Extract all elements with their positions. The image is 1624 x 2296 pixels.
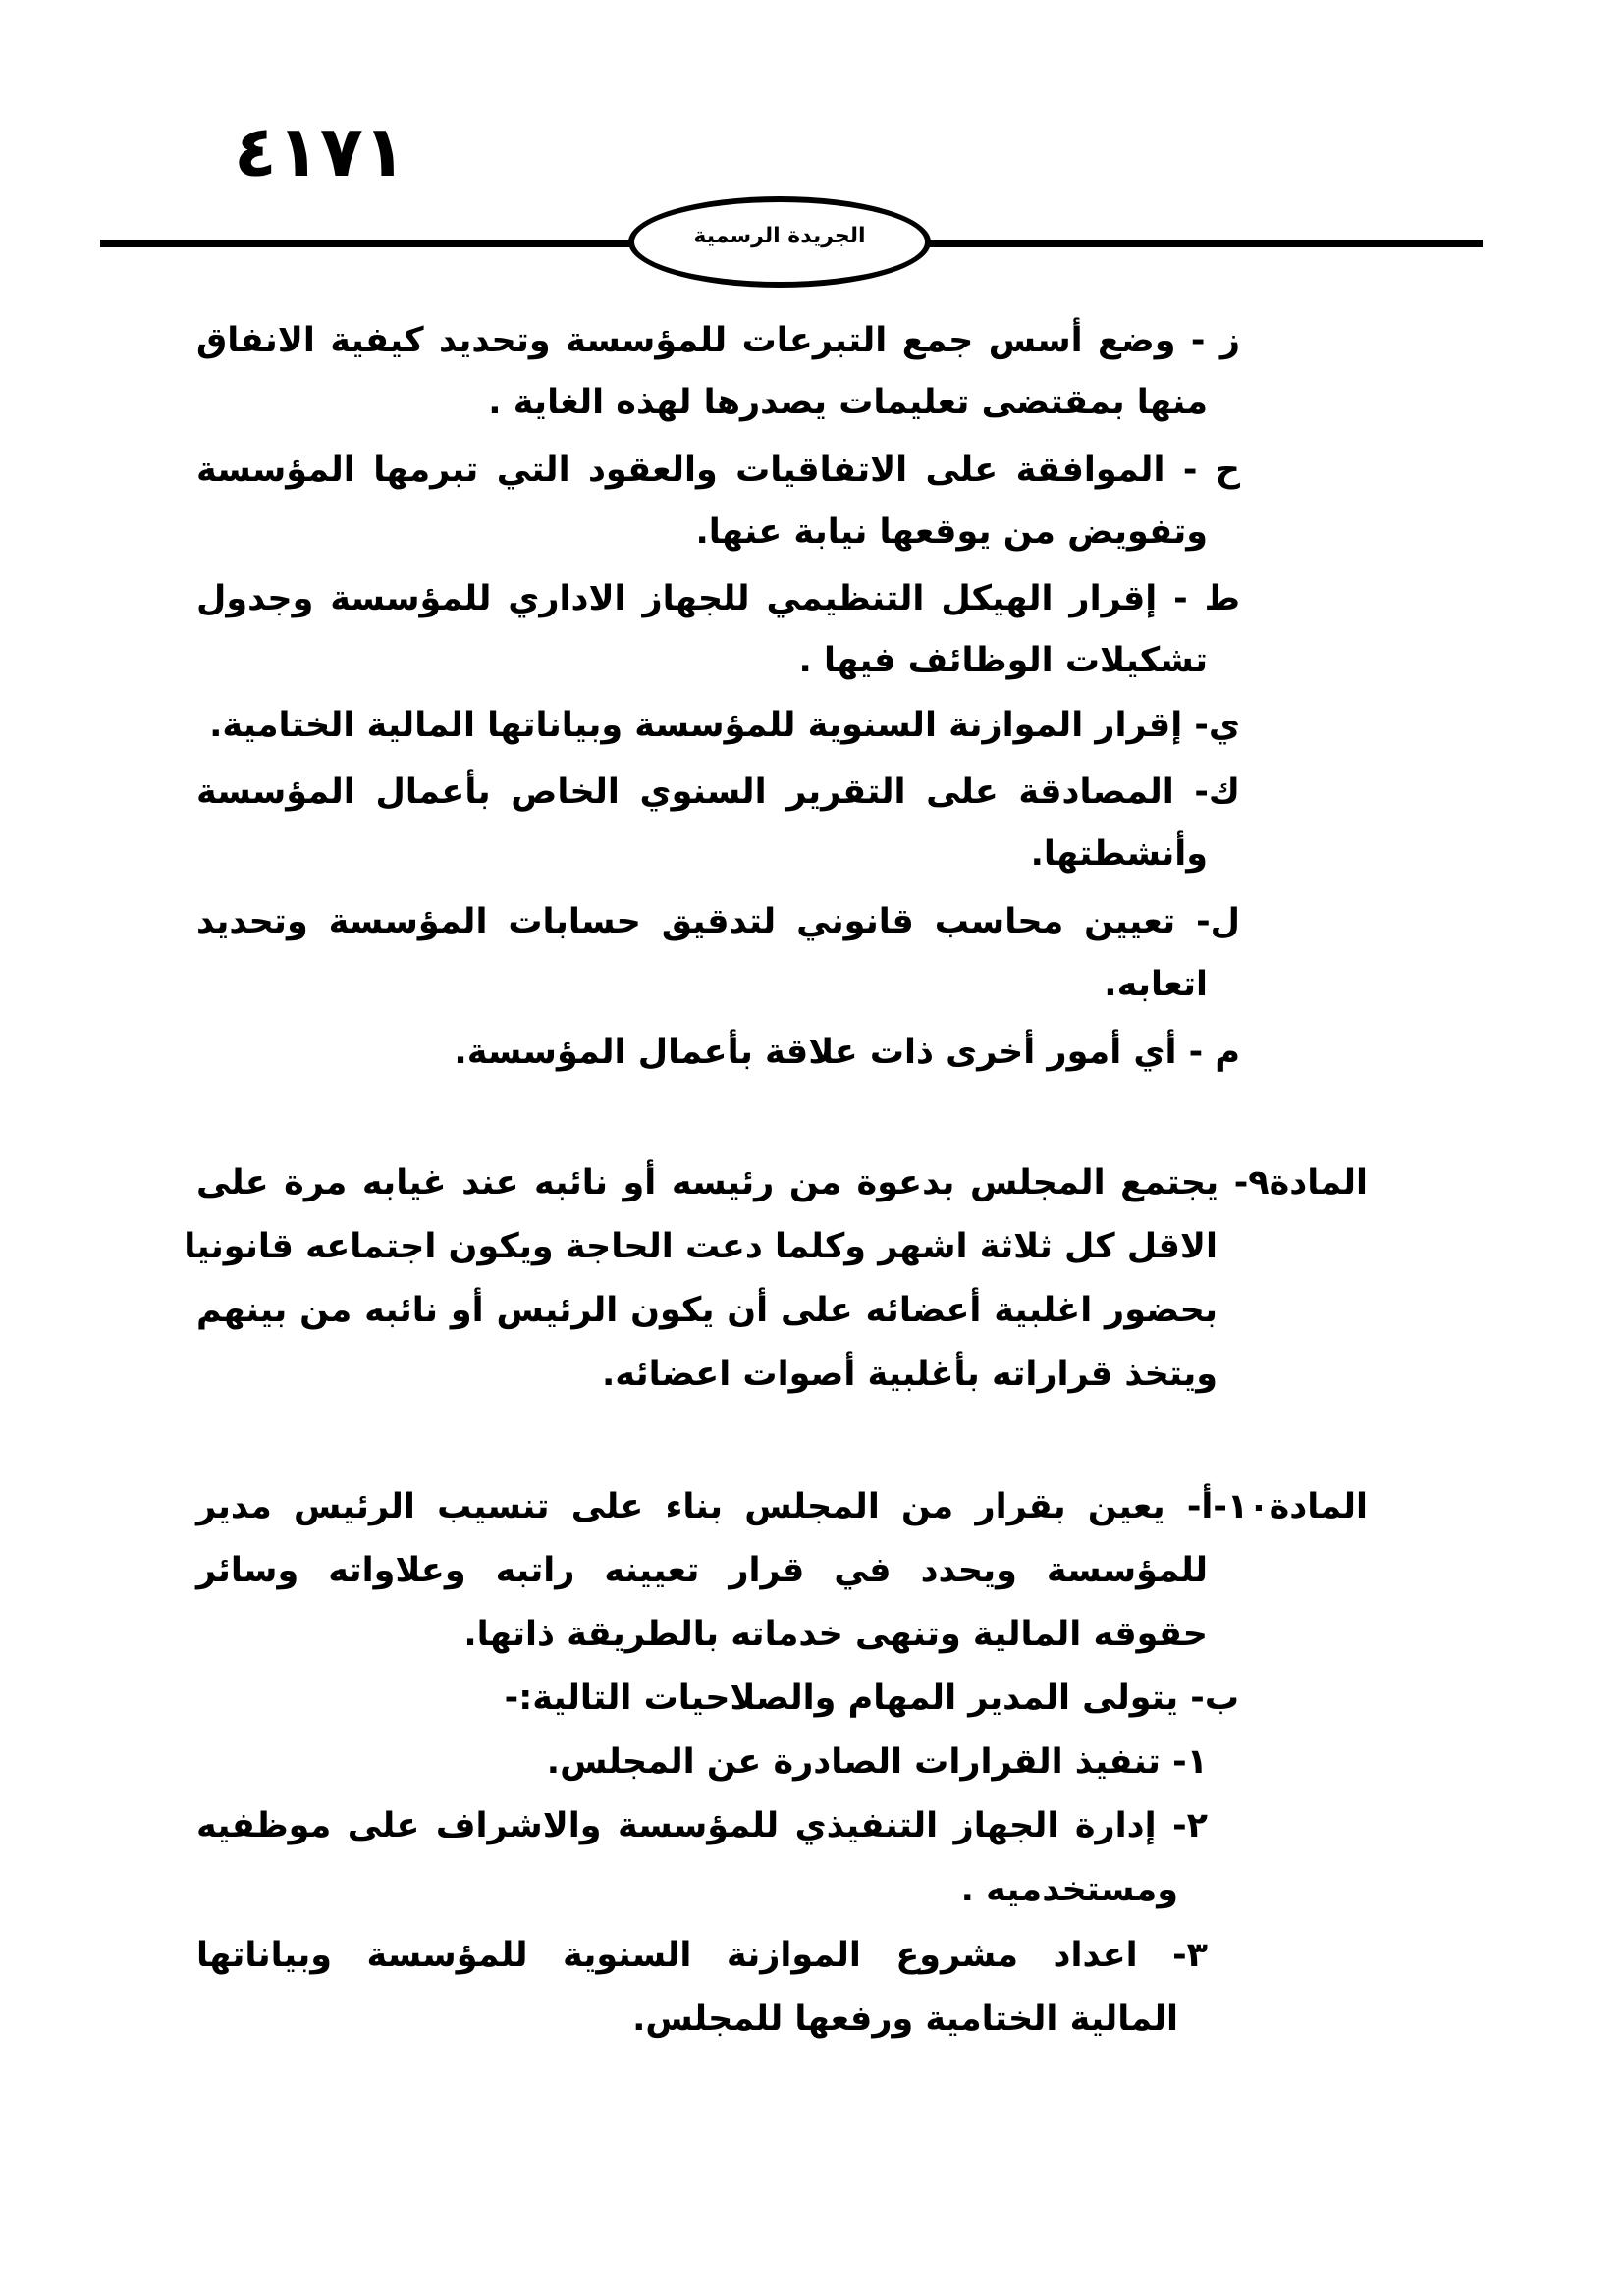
article-10-line-3: حقوقه المالية وتنهى خدماته بالطريقة ذاتها.: [463, 1615, 1208, 1654]
item-kaf-line-2: وأنشطتها.: [1030, 834, 1208, 874]
article-10-item-2-line-2: ومستخدميه .: [960, 1870, 1178, 1909]
article-9-line-4: ويتخذ قراراته بأغلبية أصوات اعضائه.: [602, 1355, 1218, 1394]
article-9-line-3: بحضور اغلبية أعضائه على أن يكون الرئيس أو نائبه من بينهم: [196, 1291, 1218, 1330]
item-lam-line-2: اتعابه.: [1104, 965, 1208, 1004]
article-10-line-1: المادة١٠-أ- يعين بقرار من المجلس بناء على تنسيب الرئيس مدير: [196, 1487, 1368, 1526]
article-10-item-3-line-2: المالية الختامية ورفعها للمجلس.: [632, 2000, 1178, 2039]
item-ha-line-1: ح - الموافقة على الاتفاقيات والعقود التي تبرمها المؤسسة: [196, 451, 1240, 490]
item-zay-line-1: ز - وضع أسس جمع التبرعات للمؤسسة وتحديد كيفية الانفاق: [196, 321, 1240, 360]
item-ya-line-1: ي- إقرار الموازنة السنوية للمؤسسة وبياناتها المالية الختامية.: [209, 706, 1240, 745]
item-mim-line-1: م - أي أمور أخرى ذات علاقة بأعمال المؤسسة.: [454, 1033, 1240, 1072]
item-ta-line-1: ط - إقرار الهيكل التنظيمي للجهاز الاداري للمؤسسة وجدول: [196, 579, 1240, 618]
item-kaf-line-1: ك- المصادقة على التقرير السنوي الخاص بأعمال المؤسسة: [196, 773, 1240, 812]
article-9-line-2: الاقل كل ثلاثة اشهر وكلما دعت الحاجة ويكون اجتماعه قانونيا: [184, 1227, 1218, 1266]
gazette-title: الجريدة الرسمية: [693, 224, 866, 248]
article-10-item-3-line-1: ٣- اعداد مشروع الموازنة السنوية للمؤسسة وبياناتها: [196, 1936, 1208, 1975]
article-10-item-1: ١- تنفيذ القرارات الصادرة عن المجلس.: [546, 1742, 1208, 1782]
article-10-line-2: للمؤسسة ويحدد في قرار تعيينه راتبه وعلاواته وسائر: [196, 1551, 1208, 1590]
page-number: ٤١٧١: [234, 110, 406, 192]
item-lam-line-1: ل- تعيين محاسب قانوني لتدقيق حسابات المؤسسة وتحديد: [196, 902, 1240, 941]
item-ha-line-2: وتفويض من يوقعها نيابة عنها.: [695, 512, 1208, 552]
article-10-line-4: ب- يتولى المدير المهام والصلاحيات التالية:-: [504, 1679, 1239, 1718]
article-9-line-1: المادة٩- يجتمع المجلس بدعوة من رئيسه أو نائبه عند غيابه مرة على: [196, 1163, 1368, 1202]
article-10-item-2-line-1: ٢- إدارة الجهاز التنفيذي للمؤسسة والاشراف على موظفيه: [196, 1806, 1208, 1845]
item-ta-line-2: تشكيلات الوظائف فيها .: [798, 641, 1208, 680]
item-zay-line-2: منها بمقتضى تعليمات يصدرها لهذه الغاية .: [488, 383, 1208, 422]
